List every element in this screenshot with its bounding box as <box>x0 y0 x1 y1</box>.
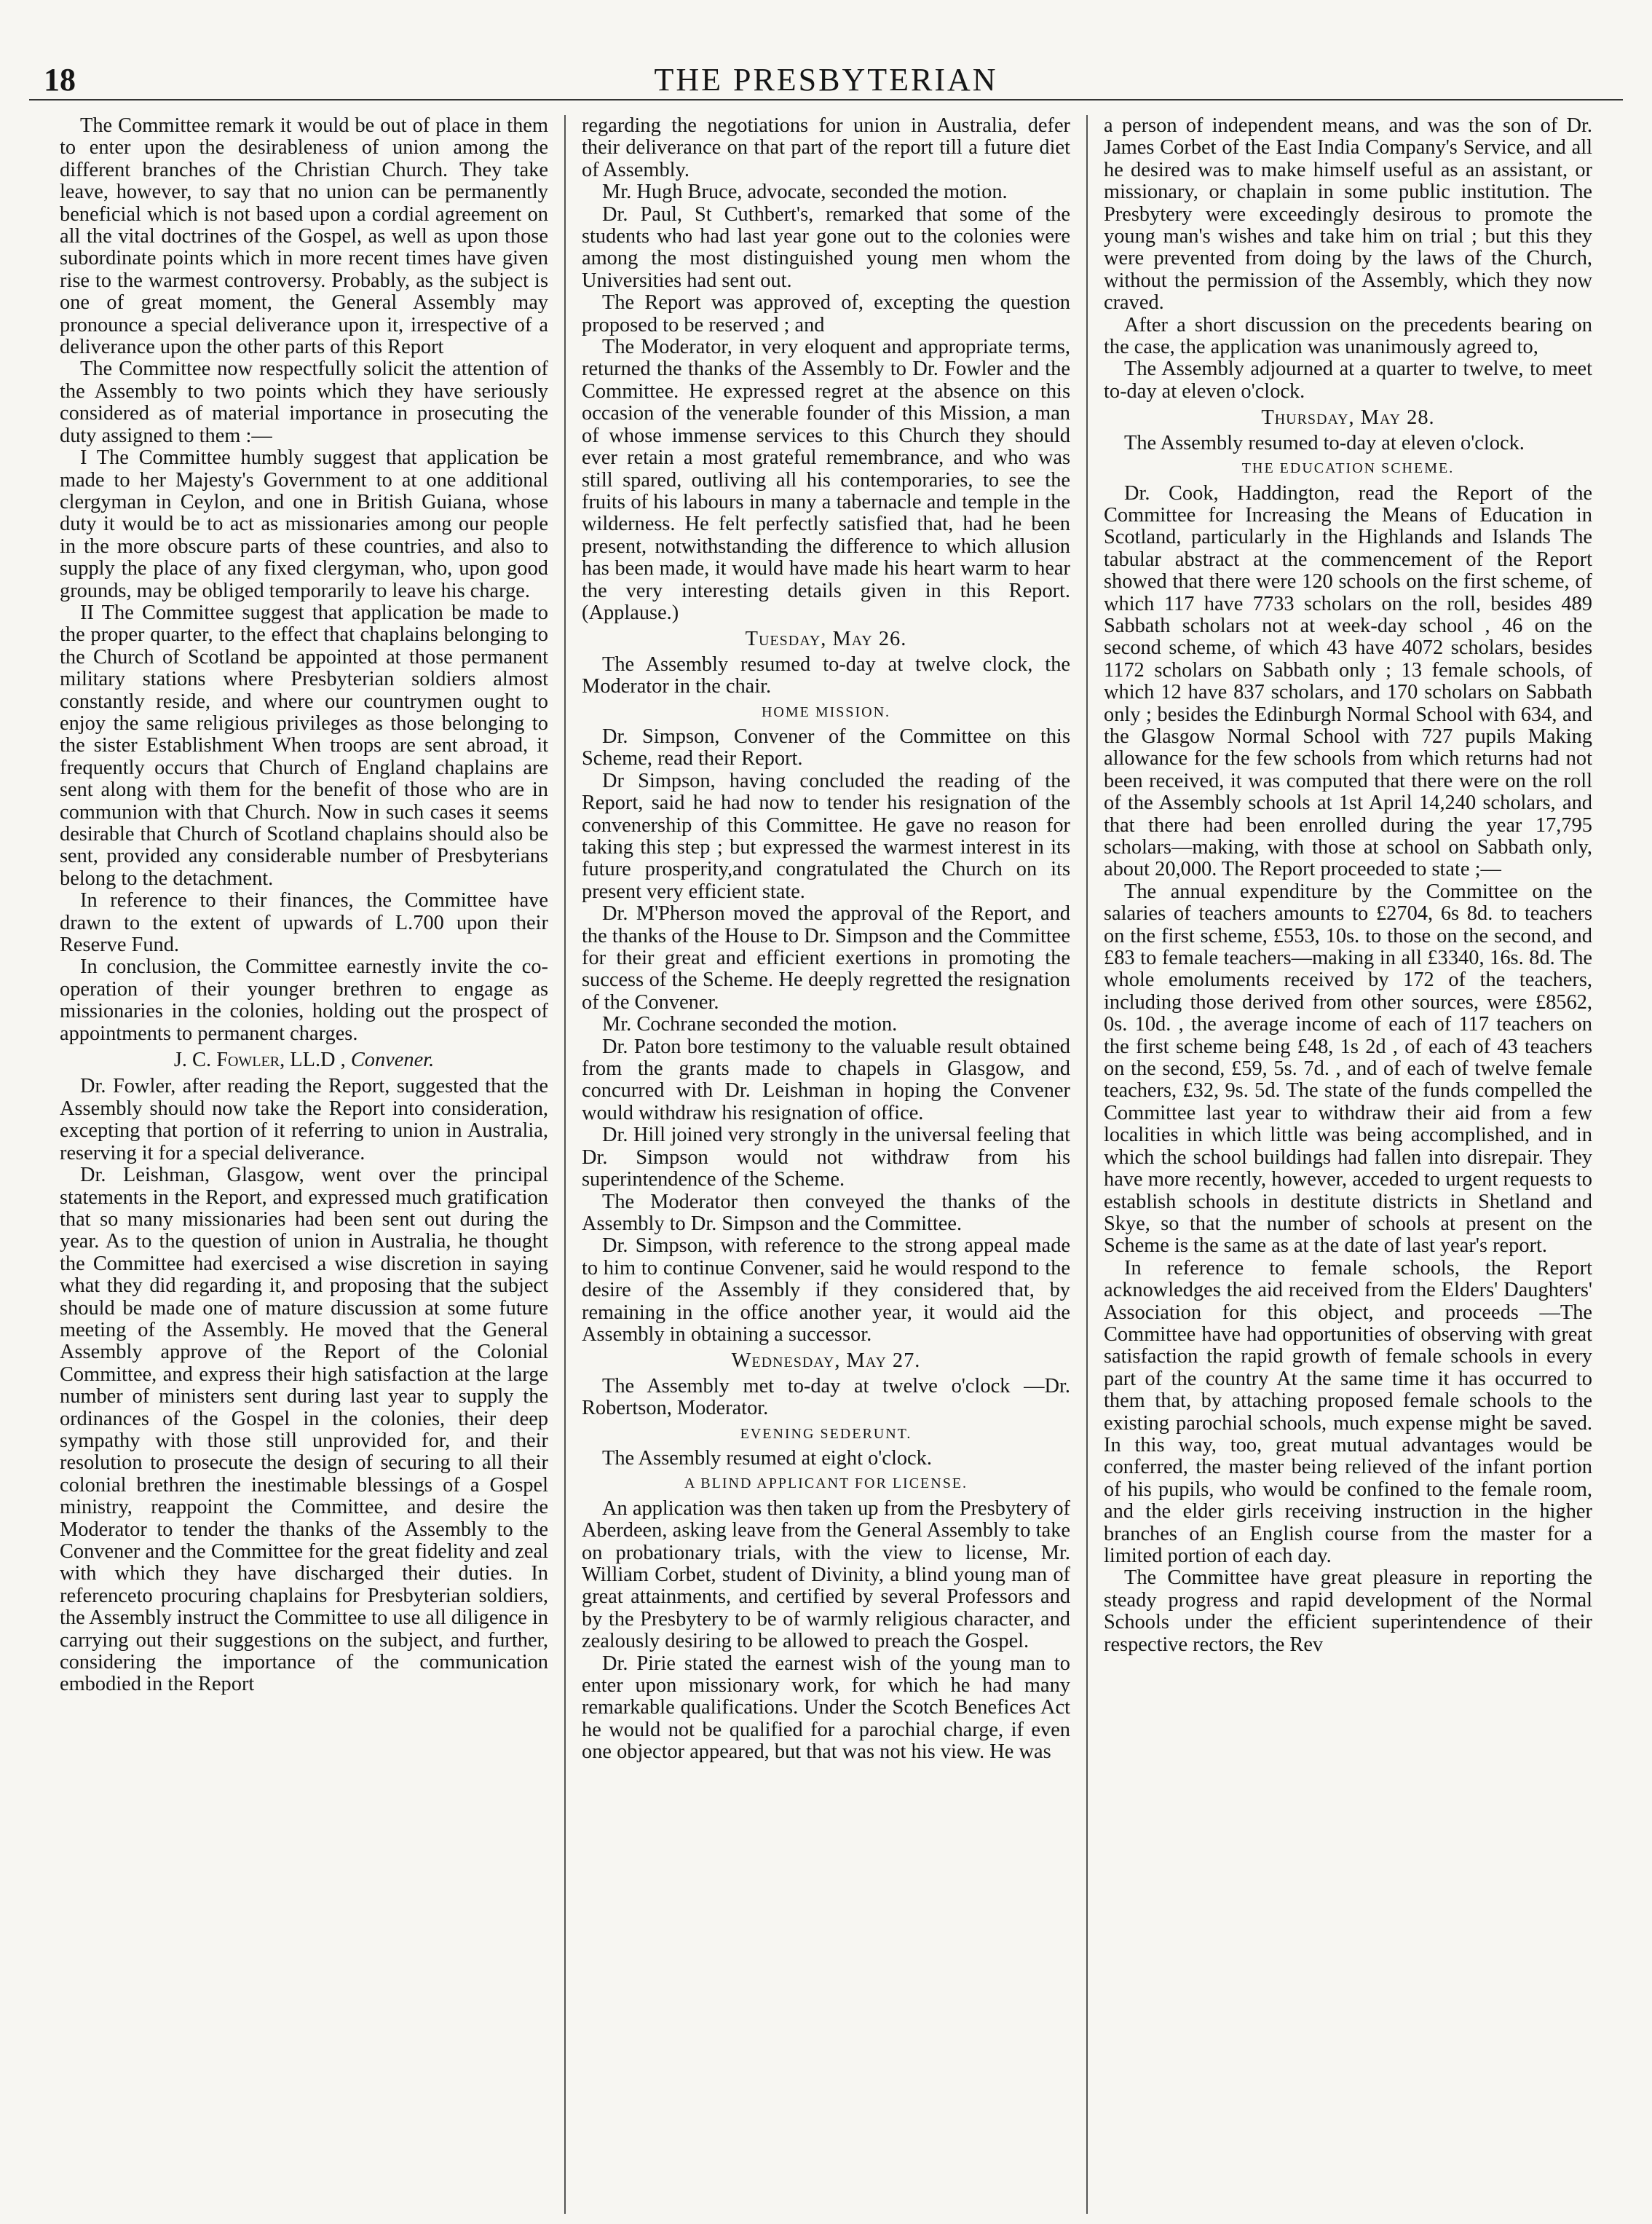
article-paragraph: Dr. Paton bore testimony to the valuable result obtained from the grants made to chapels in Glasgow, and concurred with Dr. Leishman in hoping the Convener would withdraw his resignation of office. <box>582 1035 1070 1124</box>
article-paragraph: The Assembly adjourned at a quarter to twelve, to meet to-day at eleven o'clock. <box>1104 358 1592 403</box>
article-paragraph: Dr. Simpson, Convener of the Committee on this Scheme, read their Report. <box>582 725 1070 770</box>
date-heading: Wednesday, May 27. <box>731 1349 921 1373</box>
article-paragraph: Dr Simpson, having concluded the reading of the Report, said he had now to tender his resignation of the convenership of this Committee. He gave no reason for taking this step ; but expressed the warmest interest in its future prosperity,and congratulated the Church on its present very efficient state. <box>582 769 1070 903</box>
article-paragraph: The Committee remark it would be out of place in them to enter upon the desirableness of union among the different branches of the Christian Church. They take leave, however, to say that no union can be permanently beneficial which is not based upon a cordial agreement on all the vital doctrines of the Gospel, as well as upon those subordinate points which in more recent times have given rise to the warmest controversy. Probably, as the subject is one of great moment, the General Assembly may pronounce a special deliverance upon it, irrespective of a deliverance upon the other parts of this Report <box>60 115 548 359</box>
article-paragraph: Dr. Paul, St Cuthbert's, remarked that some of the students who had last year gone out to the colonies were among the most distinguished young men whom the Universities had sent out. <box>582 202 1070 292</box>
article-paragraph: Mr. Cochrane seconded the motion. <box>602 1013 898 1036</box>
page-number: 18 <box>44 62 76 98</box>
article-paragraph: The annual expenditure by the Committee on the salaries of teachers amounts to £2704, 6s 8d. to teachers on the first scheme, £553, 10s. to those on the second, and £83 to female teachers—making in all £3340, 16s. 8d. The whole emoluments received by 172 of the teachers, including those derived from other sources, were £8562, 0s. 10d. , the average income of each of 117 teachers on the first scheme being £48, 1s 2d , of each of 43 teachers on the second, £59, 5s. 7d. , and of each of twelve female teachers, £32, 9s. 5d. The state of the funds compelled the Committee last year to withdraw their aid from a few localities in which little was being accomplished, and in which the school buildings had fallen into disrepair. They have more recently, however, acceded to urgent requests to establish schools in destitute districts in Shetland and Skye, so that the number of schools at present on the Scheme is the same as at the date of last year's report. <box>1104 880 1592 1258</box>
article-paragraph: The Assembly resumed at eight o'clock. <box>602 1446 932 1470</box>
article-paragraph: The Committee now respectfully solicit the attention of the Assembly to two points which they have seriously considered as of material importance in prosecuting the duty assigned to them :— <box>60 358 548 447</box>
article-paragraph: The Assembly resumed to-day at eleven o'clock. <box>1124 431 1525 454</box>
article-paragraph: The Assembly resumed to-day at twelve clock, the Moderator in the chair. <box>582 652 1070 698</box>
column-1 <box>44 115 564 2214</box>
article-paragraph: Dr. Cook, Haddington, read the Report of the Committee for Increasing the Means of Education in Scotland, particularly in the Highlands and Islands The tabular abstract at the commencement of the Report showed that there were 120 schools on the first scheme, of which 117 have 7733 scholars on the roll, besides 489 Sabbath scholars not at week-day school , 46 on the second scheme, of which 43 have 4072 scholars, besides 1172 scholars on Sabbath only ; 13 female schools, of which 12 have 837 scholars, and 170 scholars on Sabbath only ; besides the Edinburgh Normal School with 634, and the Glasgow Normal School with 727 pupils Making allowance for the few schools from which returns had not been received, it was computed that there were on the roll of the Assembly schools at 1st April 14,240 scholars, and that there had been enrolled during the year 17,795 scholars—making, with those at school on Sabbath only, about 20,000. The Report proceeded to state ;— <box>1104 481 1592 881</box>
article-paragraph: The Assembly met to-day at twelve o'clock —Dr. Robertson, Moderator. <box>582 1374 1070 1420</box>
article-paragraph: I The Committee humbly suggest that application be made to her Majesty's Government to at one additional clergyman in Ceylon, and one in British Guiana, whose duty it would be to act as missionaries among our people in the more obscure parts of these countries, and also to supply the place of any fixed clergyman, who, upon good grounds, may be obliged temporarily to leave his charge. <box>60 446 548 602</box>
column-3 <box>1086 115 1608 2214</box>
page-header <box>29 55 1623 100</box>
article-paragraph: Dr. Pirie stated the earnest wish of the young man to enter upon missionary work, for which he had many remarkable qualifications. Under the Scotch Benefices Act he would not be qualified for a parochial charge, if even one objector appeared, but that was not his view. He was <box>582 1652 1070 1764</box>
article-paragraph: Dr. Leishman, Glasgow, went over the principal statements in the Report, and expressed much gratification that so many missionaries had been sent out during the year. As to the question of union in Australia, he thought the Committee had exercised a wise discretion in saying what they did regarding it, and proposing that the subject should be made one of mature discussion at some future meeting of the Assembly. He moved that the General Assembly approve of the Report of the Colonial Committee, and express their high satisfaction at the large number of ministers sent during last year to supply the ordinances of the Gospel in the colonies, their deep sympathy with those still unprovided for, and their resolution to prosecute the design of securing to all their colonial brethren the inestimable blessings of a Gospel ministry, reappoint the Committee, and desire the Moderator to tender the thanks of the Assembly to the Convener and the Committee for the great fidelity and zeal with which they have discharged their duties. In referenceto procuring chaplains for Presbyterian soldiers, the Assembly instruct the Committee to use all diligence in carrying out their suggestions on the subject, and further, considering the importance of the communication embodied in the Report <box>60 1164 549 1696</box>
article-paragraph: II The Committee suggest that application be made to the proper quarter, to the effect that chaplains belonging to the Church of Scotland be appointed at those permanent military stations where Presbyterian soldiers almost constantly reside, and where our countrymen ought to enjoy the same religious privileges as those belonging to the sister Establishment When troops are sent abroad, it frequently occurs that Church of England chaplains are sent along with them for the benefit of those who are in communion with that Church. Now in such cases it seems desirable that Church of Scotland chaplains should also be sent, provided any considerable number of Presbyterians belong to the detachment. <box>60 601 548 890</box>
article-paragraph: After a short discussion on the precedents bearing on the case, the application was unanimously agreed to, <box>1104 313 1592 359</box>
page-title: THE PRESBYTERIAN <box>654 62 998 98</box>
article-paragraph: In conclusion, the Committee earnestly invite the co-operation of their younger brethren to engage as missionaries in the colonies, holding out the prospect of appointments to permanent charges. <box>60 955 548 1045</box>
section-heading: EVENING SEDERUNT. <box>740 1425 912 1442</box>
article-paragraph: An application was then taken up from the Presbytery of Aberdeen, asking leave from the General Assembly to take on probationary trials, with the view to license, Mr. William Corbet, student of Divinity, a blind young man of great attainments, and certified by several Professors and by the Presbytery to be of warmly religious character, and zealously desiring to be allowed to preach the Gospel. <box>582 1497 1070 1653</box>
article-paragraph: The Committee have great pleasure in reporting the steady progress and rapid development of the Normal Schools under the efficient superintendence of their respective rectors, the Rev <box>1104 1566 1592 1656</box>
date-heading: Thursday, May 28. <box>1261 406 1435 430</box>
column-2 <box>564 115 1086 2214</box>
article-paragraph: The Moderator then conveyed the thanks of the Assembly to Dr. Simpson and the Committee. <box>582 1190 1070 1235</box>
signature-role: Convener. <box>350 1049 435 1072</box>
article-paragraph: The Report was approved of, excepting the question proposed to be reserved ; and <box>582 291 1070 336</box>
section-heading: HOME MISSION. <box>761 703 891 720</box>
article-paragraph: In reference to their finances, the Committee have drawn to the extent of upwards of L.700 upon their Reserve Fund. <box>60 889 548 957</box>
text-columns <box>44 115 1608 2214</box>
article-paragraph: Dr. Fowler, after reading the Report, suggested that the Assembly should now take the Report into consideration, excepting that portion of it referring to union in Australia, reserving it for a special deliverance. <box>60 1075 548 1164</box>
article-paragraph: The Moderator, in very eloquent and appropriate terms, returned the thanks of the Assembly to Dr. Fowler and the Committee. He expressed regret at the absence on this occasion of the venerable founder of this Mission, a man of whose immense services to this Church they should ever retain a most grateful remembrance, and who was still spared, outliving all his contemporaries, to see the fruits of his labours in many a tabernacle and temple in the wilderness. He felt perfectly satisfied that, had he been present, notwithstanding the difference to which allusion has been made, it would have made his heart warm to hear the very interesting details given in this Report. (Applause.) <box>582 336 1070 624</box>
continued-paragraph: regarding the negotiations for union in Australia, defer their deliverance on that part of the report till a future diet of Assembly. <box>582 115 1070 181</box>
article-paragraph: Mr. Hugh Bruce, advocate, seconded the motion. <box>602 181 1008 204</box>
convener-signature <box>60 1049 548 1071</box>
date-heading: Tuesday, May 26. <box>745 628 907 651</box>
article-paragraph: Dr. M'Pherson moved the approval of the Report, and the thanks of the House to Dr. Simpson and the Committee for their great and efficient exertions in promoting the success of the Scheme. He deeply regretted the resignation of the Convener. <box>582 902 1070 1014</box>
section-heading: THE EDUCATION SCHEME. <box>1241 460 1455 477</box>
article-paragraph: Dr. Simpson, with reference to the strong appeal made to him to continue Convener, said he would respond to the desire of the Assembly if they considered that, by remaining in the office another year, it would aid the Assembly in obtaining a successor. <box>582 1234 1070 1346</box>
article-paragraph: In reference to female schools, the Report acknowledges the aid received from the Elders' Daughters' Association for this object, and proceeds —The Committee have had opportunities of observing with great satisfaction the rapid growth of female schools in every part of the country At the same time it has occurred to them that, by attaching proposed female schools to the existing parochial schools, much expense might be saved. In this way, too, great mutual advantages would be conferred, the master being relieved of the infant portion of his pupils, who would be confined to the female room, and the elder girls receiving instruction in the higher branches of an English course from the master for a limited portion of each day. <box>1104 1256 1592 1567</box>
continued-paragraph: a person of independent means, and was the son of Dr. James Corbet of the East India Company's Service, and all he desired was to make himself useful as an assistant, or missionary, or chaplain in some public institution. The Presbytery were exceedingly desirous to promote the young man's wishes and take him on trial ; but this they were prevented from doing by the laws of the Church, without the permission of the Assembly, which they now craved. <box>1104 115 1592 315</box>
signature-name: J. C. Fowler, LL.D , <box>173 1049 346 1072</box>
article-paragraph: Dr. Hill joined very strongly in the universal feeling that Dr. Simpson would not withdraw from his superintendence of the Scheme. <box>582 1124 1070 1191</box>
section-heading: A BLIND APPLICANT FOR LICENSE. <box>684 1475 968 1492</box>
